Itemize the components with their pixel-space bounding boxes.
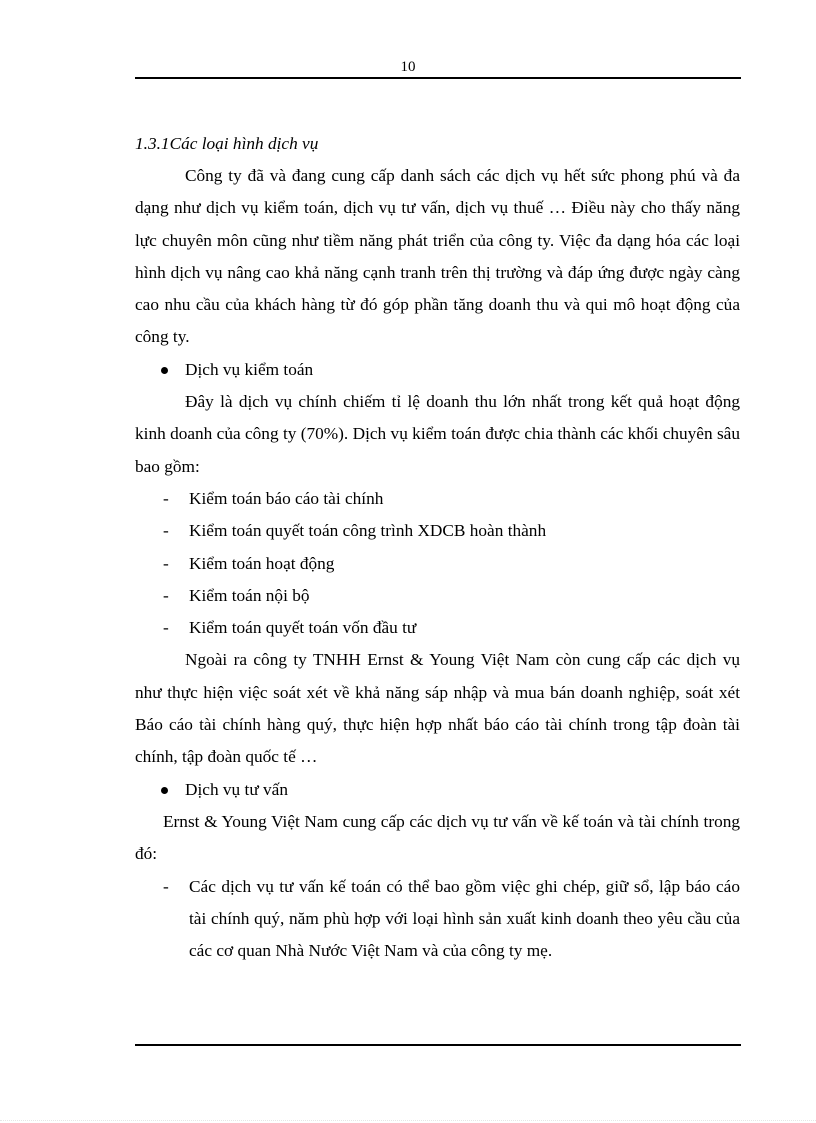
page-number: 10	[400, 59, 416, 75]
consulting-description: Ernst & Young Việt Nam cung cấp các dịch vụ tư vấn về kế toán và tài chính trong đó:	[135, 811, 740, 864]
audit-service-title: Dịch vụ kiểm toán	[185, 359, 314, 379]
section-heading: 1.3.1Các loại hình dịch vụ	[135, 134, 319, 153]
list-item-text: Các dịch vụ tư vấn kế toán có thể bao gồm việc ghi chép, giữ sổ, lập báo cáo tài chính quý, năm phù hợp với loại hình sản xuất kinh doanh theo yêu cầu của các cơ quan Nhà Nước Việt Nam và của công ty mẹ.	[189, 876, 740, 961]
dash-marker: -	[163, 585, 169, 605]
dash-marker: -	[163, 553, 169, 573]
list-item	[135, 871, 740, 968]
dash-marker: -	[163, 488, 169, 508]
dash-marker: -	[163, 521, 169, 541]
bullet-icon	[161, 787, 168, 794]
list-item	[135, 548, 740, 580]
dash-marker: -	[163, 876, 169, 896]
intro-paragraph: Công ty đã và đang cung cấp danh sách các dịch vụ hết sức phong phú và đa dạng như dịch vụ kiểm toán, dịch vụ tư vấn, dịch vụ thuế … Điều này cho thấy năng lực chuyên môn cũng như tiềm năng phát triển của công ty. Việc đa dạng hóa các loại hình dịch vụ nâng cao khả năng cạnh tranh trên thị trường và đáp ứng được ngày càng cao nhu cầu của khách hàng từ đó góp phần tăng doanh thu và qui mô hoạt động của công ty.	[135, 166, 740, 347]
page-edge	[0, 1120, 816, 1122]
list-item	[135, 483, 740, 515]
list-item-text: Kiểm toán nội bộ	[189, 585, 310, 605]
list-item	[135, 612, 740, 644]
audit-extra-paragraph: Ngoài ra công ty TNHH Ernst & Young Việt Nam còn cung cấp các dịch vụ như thực hiện việc soát xét về khả năng sáp nhập và mua bán doanh nghiệp, soát xét Báo cáo tài chính hàng quý, thực hiện hợp nhất báo cáo tài chính trong tập đoàn tài chính, tập đoàn quốc tế …	[135, 650, 740, 767]
consulting-service-heading	[135, 774, 740, 806]
consulting-items-list	[135, 871, 740, 968]
audit-service-heading	[135, 354, 740, 386]
bullet-icon	[161, 367, 168, 374]
list-item-text: Kiểm toán hoạt động	[189, 553, 335, 573]
header-rule	[135, 77, 741, 79]
audit-description: Đây là dịch vụ chính chiếm tỉ lệ doanh thu lớn nhất trong kết quả hoạt động kinh doanh của công ty (70%). Dịch vụ kiểm toán được chia thành các khối chuyên sâu bao gồm:	[135, 392, 740, 476]
footer-rule	[135, 1044, 741, 1046]
list-item-text: Kiểm toán báo cáo tài chính	[189, 488, 384, 508]
document-body	[135, 128, 740, 967]
list-item-text: Kiểm toán quyết toán vốn đầu tư	[189, 618, 417, 638]
consulting-service-title: Dịch vụ tư vấn	[185, 779, 288, 799]
list-item-text: Kiểm toán quyết toán công trình XDCB hoàn thành	[189, 521, 547, 541]
dash-marker: -	[163, 618, 169, 638]
audit-items-list	[135, 483, 740, 644]
list-item	[135, 580, 740, 612]
list-item	[135, 515, 740, 547]
